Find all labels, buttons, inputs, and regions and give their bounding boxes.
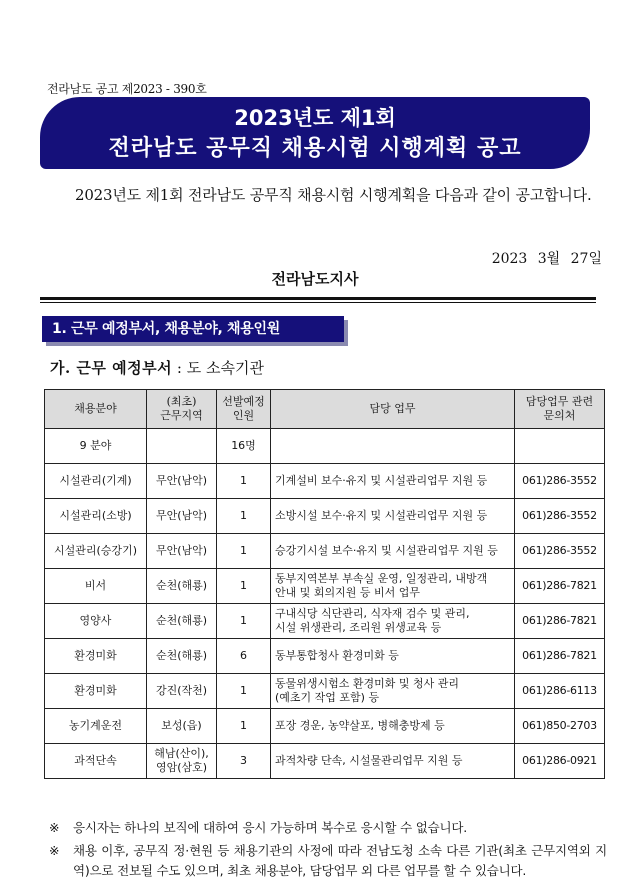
title-banner (40, 97, 590, 169)
cell-duty: 기계설비 보수·유지 및 시설관리업무 지원 등 (271, 464, 515, 499)
cell-duty: 구내식당 식단관리, 식자재 검수 및 관리, 시설 위생관리, 조리원 위생교육 등 (271, 604, 515, 639)
table-row (45, 569, 605, 604)
cell-phone: 061)850-2703 (515, 709, 605, 744)
cell-duty: 동부지역본부 부속실 운영, 일정관리, 내방객 안내 및 회의지원 등 비서 업무 (271, 569, 515, 604)
table-row (45, 604, 605, 639)
section-heading: 1. 근무 예정부서, 채용분야, 채용인원 (42, 316, 344, 342)
issuer: 전라남도지사 (271, 270, 359, 288)
cell-phone: 061)286-3552 (515, 534, 605, 569)
cell-region: 순천(해룡) (147, 604, 217, 639)
cell-count: 3 (217, 744, 271, 779)
cell-region: 해남(산이), 영암(삼호) (147, 744, 217, 779)
cell-field: 시설관리(기계) (45, 464, 147, 499)
table-row (45, 639, 605, 674)
cell-duty (271, 429, 515, 464)
recruitment-table (44, 389, 605, 779)
divider-thin (40, 302, 596, 303)
cell-region: 순천(해룡) (147, 639, 217, 674)
announcement-date: 2023 3월 27일 (491, 251, 602, 267)
note-text: 채용 이후, 공무직 정·현원 등 채용기관의 사정에 따라 전남도청 소속 다른 기관(최초 근무지역외 지역)으로 전보될 수도 있으며, 최초 채용분야, 담당업무 외 다른 업무를 할 수 있습니다. (73, 843, 607, 878)
notes (47, 818, 607, 884)
cell-count: 1 (217, 604, 271, 639)
cell-duty: 승강기시설 보수·유지 및 시설관리업무 지원 등 (271, 534, 515, 569)
notice-number: 전라남도 공고 제2023 - 390호 (47, 82, 207, 96)
note-text: 응시자는 하나의 보직에 대하여 응시 가능하며 복수로 응시할 수 없습니다. (73, 820, 467, 835)
table-row (45, 464, 605, 499)
cell-duty: 포장 경운, 농약살포, 병해충방제 등 (271, 709, 515, 744)
cell-region: 무안(남악) (147, 464, 217, 499)
cell-duty: 동물위생시험소 환경미화 및 청사 관리 (예초기 작업 포함) 등 (271, 674, 515, 709)
cell-region: 순천(해룡) (147, 569, 217, 604)
cell-phone: 061)286-7821 (515, 604, 605, 639)
intro-paragraph: 2023년도 제1회 전라남도 공무직 채용시험 시행계획을 다음과 같이 공고합니다. (75, 186, 592, 204)
header-region: (최초) 근무지역 (147, 390, 217, 429)
cell-phone: 061)286-7821 (515, 569, 605, 604)
table-row (45, 709, 605, 744)
cell-phone: 061)286-7821 (515, 639, 605, 674)
table-row (45, 744, 605, 779)
cell-count: 1 (217, 464, 271, 499)
subsection-heading (50, 357, 264, 378)
table-row (45, 534, 605, 569)
cell-field: 환경미화 (45, 674, 147, 709)
note-item (47, 818, 607, 838)
table-header-row (45, 390, 605, 429)
note-item (47, 841, 607, 881)
cell-count: 1 (217, 569, 271, 604)
header-field: 채용분야 (45, 390, 147, 429)
cell-field: 비서 (45, 569, 147, 604)
subsection-label: 가. 근무 예정부서 (50, 359, 173, 377)
cell-region: 강진(작천) (147, 674, 217, 709)
note-mark: ※ (49, 820, 60, 835)
cell-count: 1 (217, 674, 271, 709)
title-line-1: 2023년도 제1회 (234, 106, 396, 130)
cell-duty: 동부통합청사 환경미화 등 (271, 639, 515, 674)
cell-count: 1 (217, 534, 271, 569)
note-mark: ※ (49, 843, 60, 858)
cell-count: 1 (217, 709, 271, 744)
cell-region (147, 429, 217, 464)
cell-field: 시설관리(승강기) (45, 534, 147, 569)
cell-phone (515, 429, 605, 464)
cell-region: 보성(읍) (147, 709, 217, 744)
subsection-value: : 도 소속기관 (176, 359, 264, 377)
cell-phone: 061)286-3552 (515, 499, 605, 534)
cell-duty: 과적차량 단속, 시설물관리업무 지원 등 (271, 744, 515, 779)
cell-field: 영양사 (45, 604, 147, 639)
cell-duty: 소방시설 보수·유지 및 시설관리업무 지원 등 (271, 499, 515, 534)
cell-field: 9 분야 (45, 429, 147, 464)
cell-count: 1 (217, 499, 271, 534)
table-row (45, 499, 605, 534)
cell-phone: 061)286-0921 (515, 744, 605, 779)
title-line-2: 전라남도 공무직 채용시험 시행계획 공고 (108, 136, 522, 161)
cell-phone: 061)286-3552 (515, 464, 605, 499)
cell-field: 환경미화 (45, 639, 147, 674)
header-contact: 담당업무 관련 문의처 (515, 390, 605, 429)
table-row (45, 429, 605, 464)
cell-count: 16명 (217, 429, 271, 464)
cell-phone: 061)286-6113 (515, 674, 605, 709)
cell-region: 무안(남악) (147, 499, 217, 534)
table-row (45, 674, 605, 709)
header-count: 선발예정 인원 (217, 390, 271, 429)
cell-field: 과적단속 (45, 744, 147, 779)
cell-count: 6 (217, 639, 271, 674)
cell-region: 무안(남악) (147, 534, 217, 569)
header-duty: 담당 업무 (271, 390, 515, 429)
divider-thick (40, 297, 596, 300)
cell-field: 농기계운전 (45, 709, 147, 744)
cell-field: 시설관리(소방) (45, 499, 147, 534)
